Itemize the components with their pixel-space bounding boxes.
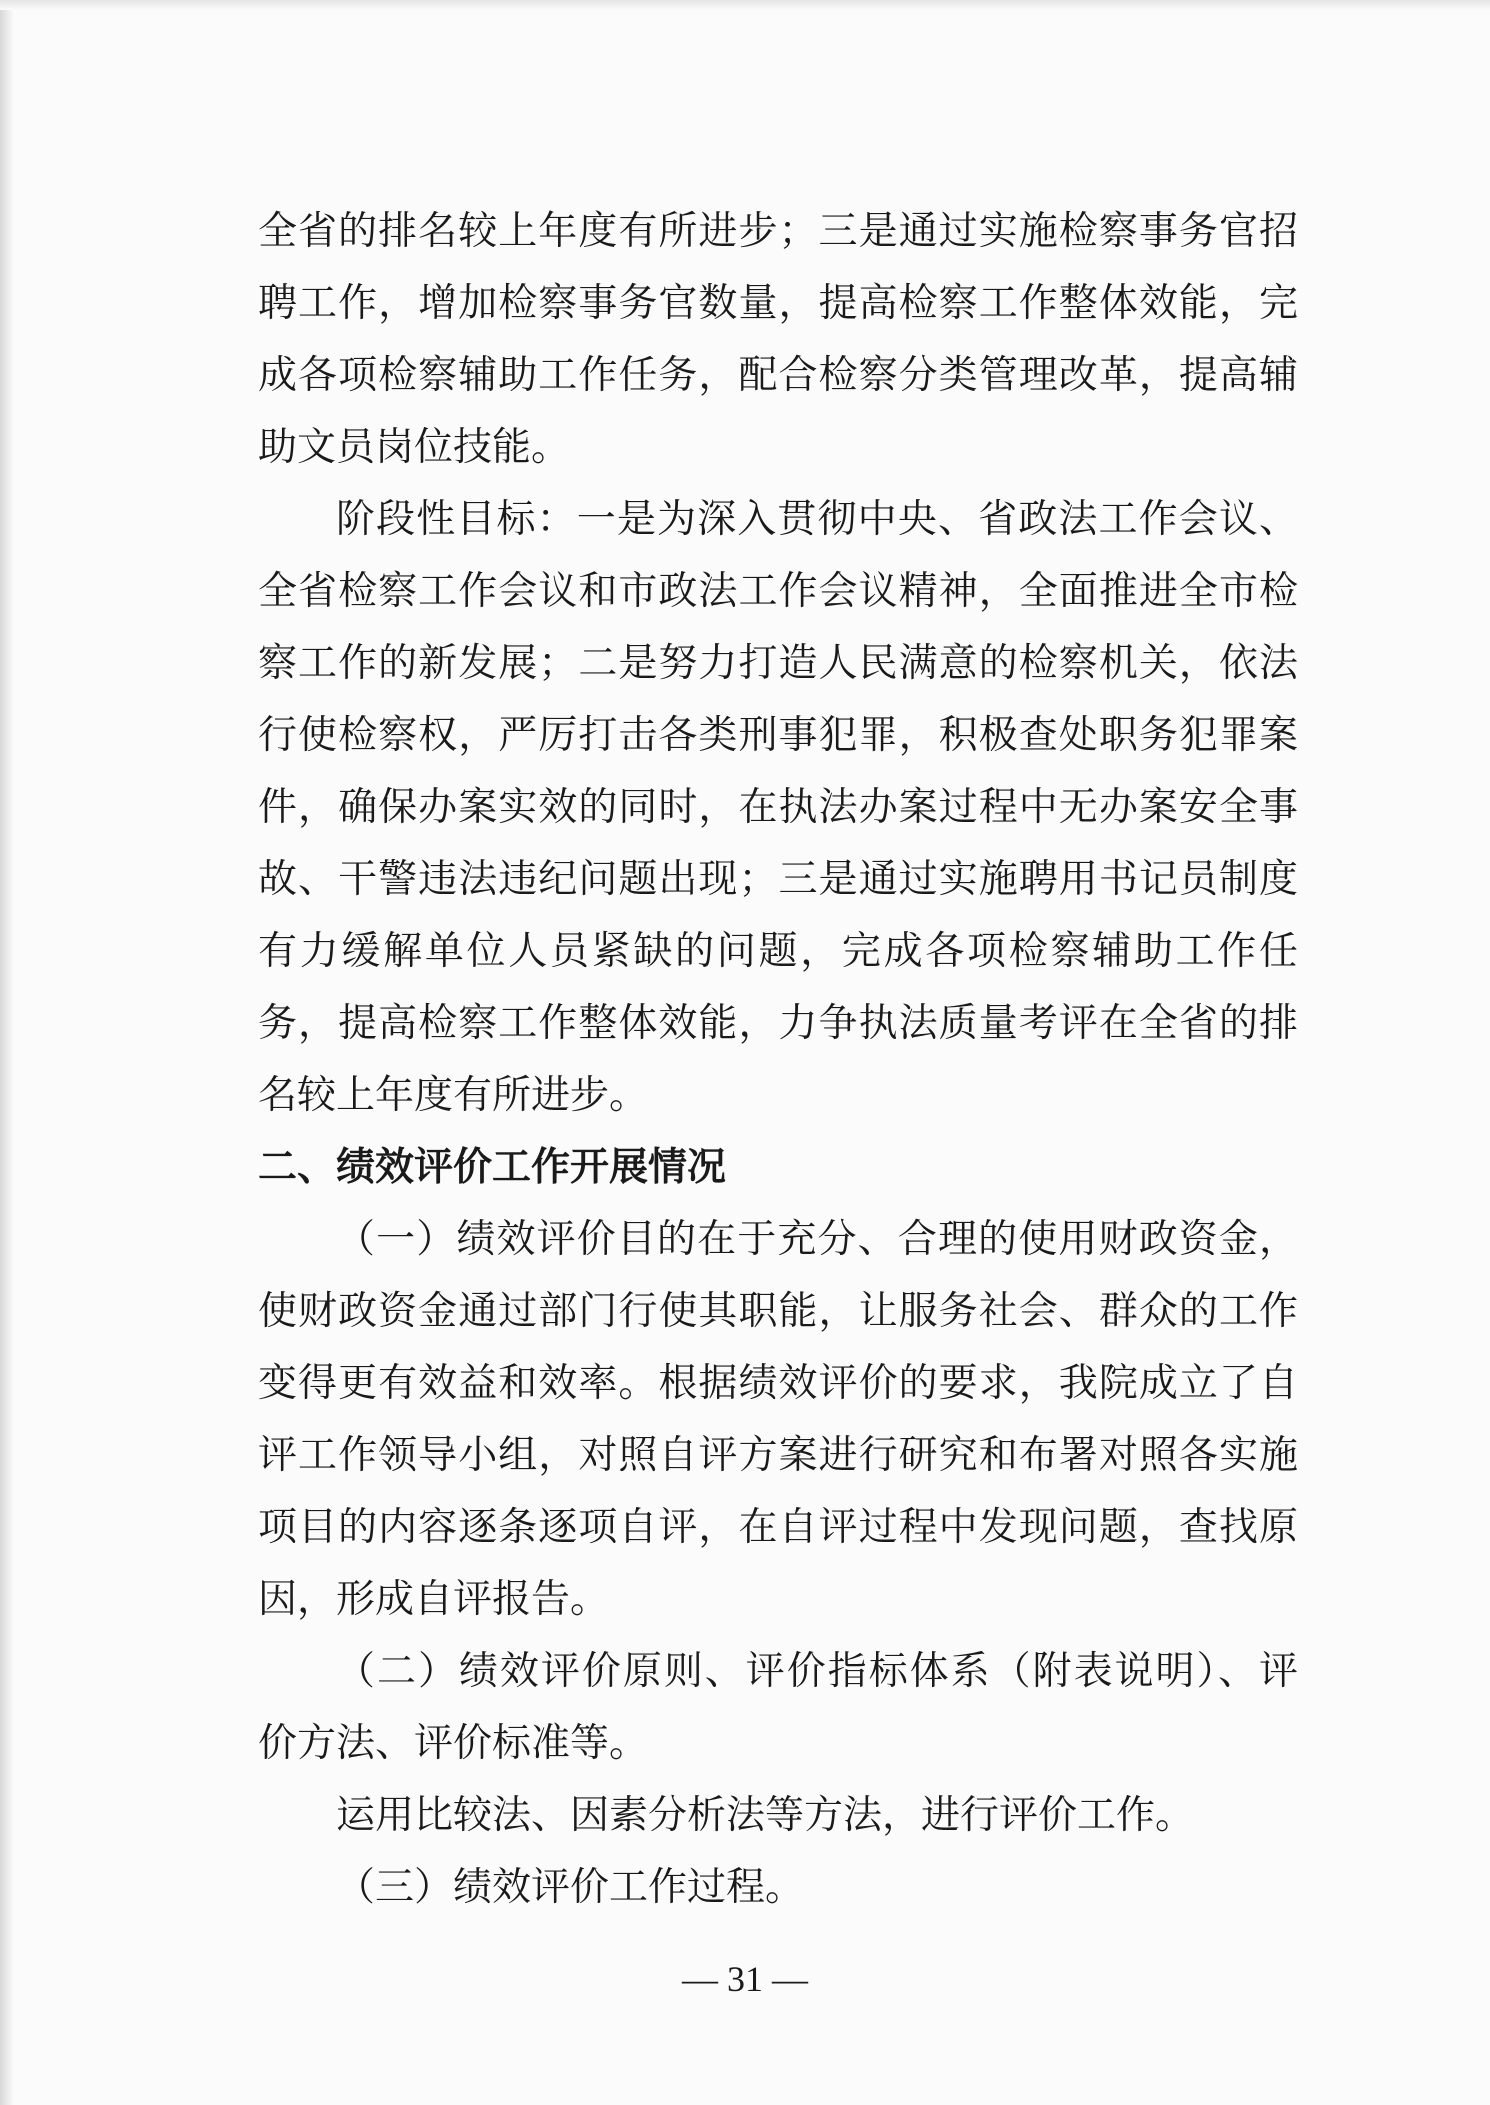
text-line: 变得更有效益和效率。根据绩效评价的要求，我院成立了自 (258, 1361, 1298, 1406)
page-number: — 31 — (682, 1959, 808, 1999)
text-line: 件，确保办案实效的同时，在执法办案过程中无办案安全事 (258, 785, 1298, 830)
text-line: 全省检察工作会议和市政法工作会议精神，全面推进全市检 (258, 569, 1298, 614)
text-line: （三）绩效评价工作过程。 (336, 1865, 805, 1910)
text-line: 阶段性目标：一是为深入贯彻中央、省政法工作会议、 (336, 497, 1298, 542)
text-line: 助文员岗位技能。 (258, 425, 571, 470)
text-line: 察工作的新发展；二是努力打造人民满意的检察机关，依法 (258, 641, 1298, 686)
text-line: 项目的内容逐条逐项自评，在自评过程中发现问题，查找原 (258, 1505, 1298, 1550)
scan-top-edge (0, 0, 1490, 10)
text-line: 聘工作，增加检察事务官数量，提高检察工作整体效能，完 (258, 281, 1298, 326)
text-line: 使财政资金通过部门行使其职能，让服务社会、群众的工作 (258, 1289, 1298, 1334)
text-line: 评工作领导小组，对照自评方案进行研究和布署对照各实施 (258, 1433, 1298, 1478)
scan-left-edge (0, 0, 14, 2105)
text-line: 有力缓解单位人员紧缺的问题，完成各项检察辅助工作任 (258, 929, 1298, 974)
document-body (258, 196, 1298, 1924)
text-line: 行使检察权，严厉打击各类刑事犯罪，积极查处职务犯罪案 (258, 713, 1298, 758)
text-line: （一）绩效评价目的在于充分、合理的使用财政资金， (336, 1217, 1298, 1262)
section-heading: 二、绩效评价工作开展情况 (258, 1145, 727, 1190)
text-line: 故、干警违法违纪问题出现；三是通过实施聘用书记员制度 (258, 857, 1298, 902)
text-line: 务，提高检察工作整体效能，力争执法质量考评在全省的排 (258, 1001, 1298, 1046)
text-line: （二）绩效评价原则、评价指标体系（附表说明）、评 (336, 1649, 1298, 1694)
text-line: 因，形成自评报告。 (258, 1577, 610, 1622)
text-line: 成各项检察辅助工作任务，配合检察分类管理改革，提高辅 (258, 353, 1298, 398)
text-line: 价方法、评价标准等。 (258, 1721, 649, 1766)
text-line: 运用比较法、因素分析法等方法，进行评价工作。 (336, 1793, 1195, 1838)
text-line: 全省的排名较上年度有所进步；三是通过实施检察事务官招 (258, 209, 1298, 254)
text-line: 名较上年度有所进步。 (258, 1073, 649, 1118)
